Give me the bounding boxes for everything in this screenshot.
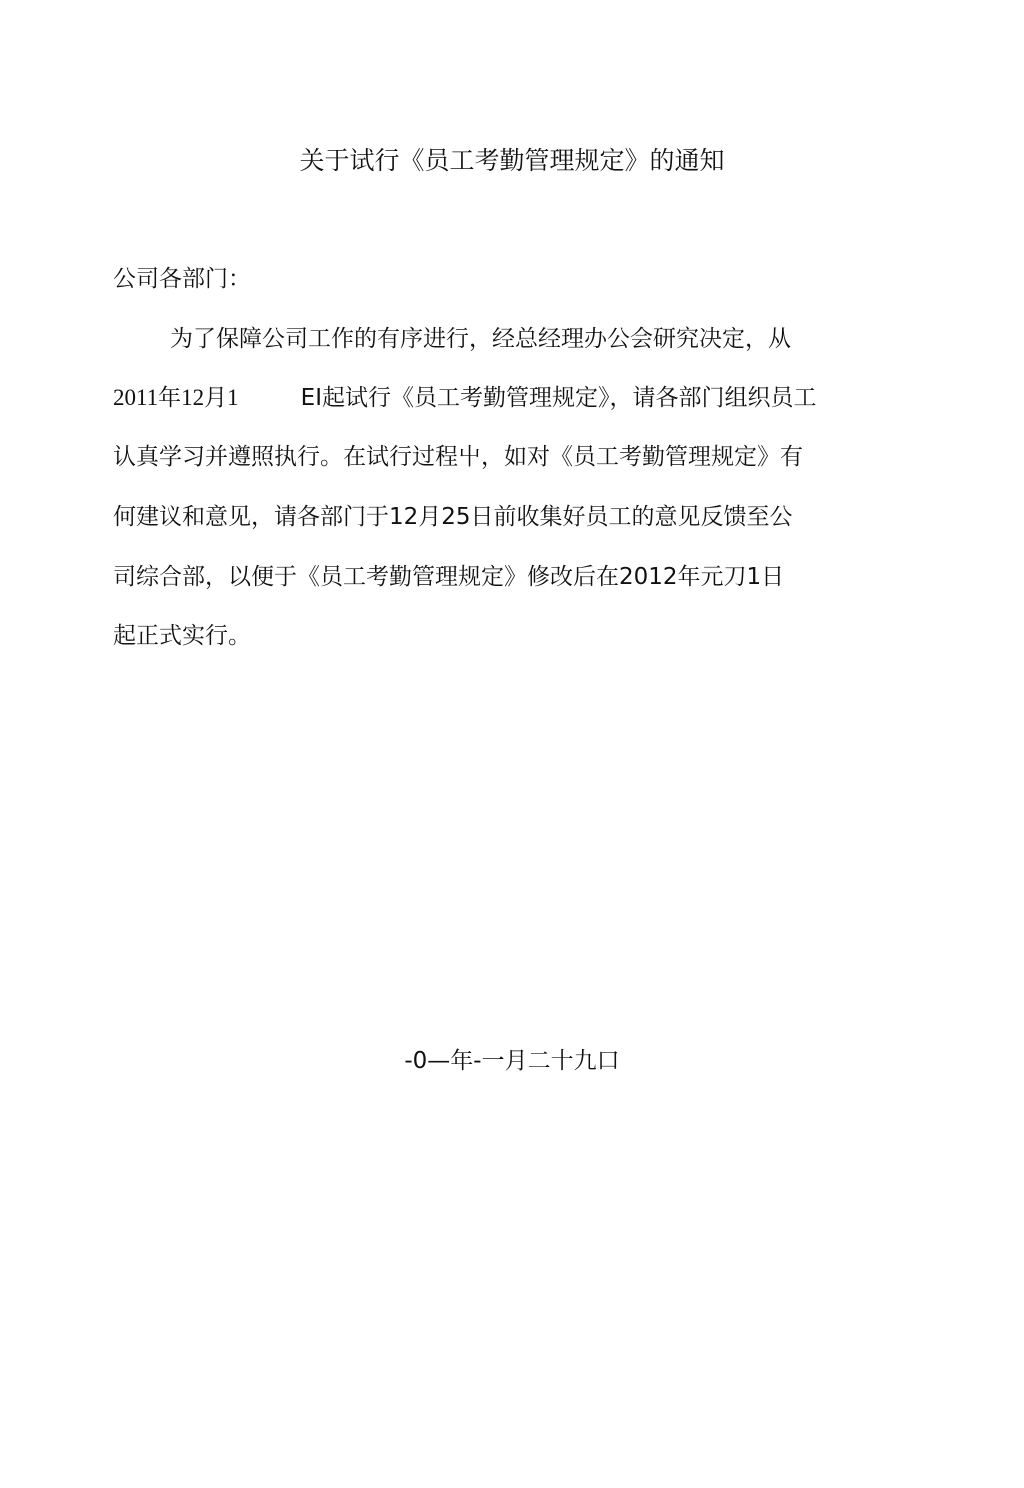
body-line-2-part-a: 2011年12月1 (113, 385, 239, 410)
document-date: -0—年-一月二十九口 (404, 1048, 620, 1074)
salutation: 公司各部门： (113, 266, 251, 292)
document-title: 关于试行《员工考勤管理规定》的通知 (299, 146, 725, 175)
body-line-6: 起正式实行。 (113, 623, 251, 649)
body-line-4: 何建议和意见，请各部门于12月25日前收集好员工的意见反馈至公 (113, 504, 793, 530)
body-line-3: 认真学习并遵照执行。在试行过程屮，如对《员工考勤管理规定》有 (113, 444, 803, 470)
body-line-1: 为了保障公司工作的有序进行，经总经理办公会研究决定，从 (170, 326, 791, 352)
body-line-2 (113, 381, 816, 415)
body-line-2-part-b: EI起试行《员工考勤管理规定》，请各部门组织员工 (300, 385, 817, 411)
body-line-5: 司综合部，以便于《员工考勤管理规定》修改后在2012年元刀1日 (113, 564, 785, 590)
